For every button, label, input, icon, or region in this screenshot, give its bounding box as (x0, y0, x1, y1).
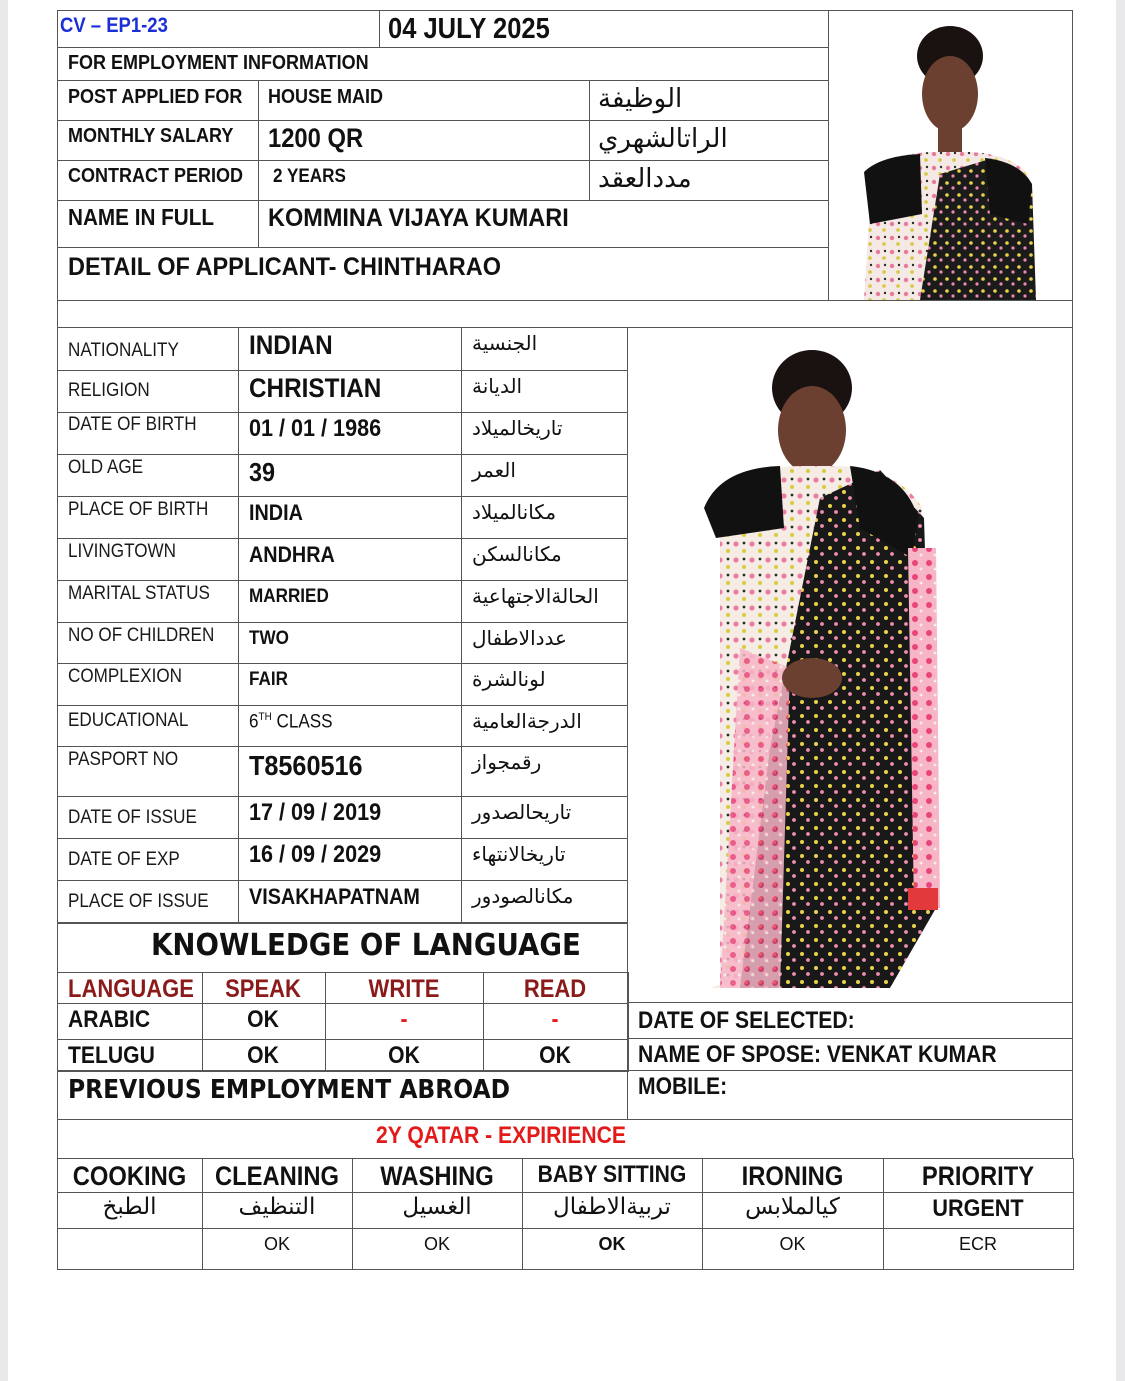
spouse-name: NAME OF SPOSE: VENKAT KUMAR (638, 1041, 997, 1068)
name-label: NAME IN FULL (68, 204, 215, 230)
detail-label: OLD AGE (68, 457, 144, 478)
post-arabic: الوظيفة (598, 84, 683, 114)
detail-label: NO OF CHILDREN (68, 625, 215, 646)
detail-arabic: تاريخالانتهاء (472, 842, 566, 866)
skill-value: OK (779, 1234, 806, 1254)
skill-value: ECR (958, 1234, 997, 1254)
detail-label: EDUCATIONAL (68, 710, 189, 731)
detail-arabic: لونالشرة (472, 667, 546, 691)
detail-label: DATE OF EXP (68, 849, 180, 870)
skill-arabic: URGENT (932, 1195, 1024, 1222)
detail-arabic: مكانالميلاد (472, 500, 557, 524)
detail-value: FAIR (249, 669, 288, 690)
detail-value: 01 / 01 / 1986 (249, 415, 382, 442)
detail-value-sup: TH (258, 711, 272, 723)
language-value: - (551, 1006, 559, 1033)
skill-value: OK (598, 1234, 626, 1254)
detail-arabic: مكانالصودور (472, 884, 574, 908)
detail-value: 16 / 09 / 2029 (249, 841, 382, 868)
skill-arabic: الطبخ (102, 1194, 157, 1220)
language-value: OK (247, 1006, 279, 1033)
detail-arabic: عددالاطفال (472, 626, 567, 650)
skill-header: COOKING (72, 1161, 187, 1191)
detail-value (249, 712, 333, 731)
detail-label: LIVINGTOWN (68, 541, 176, 562)
detail-arabic: تاريخالميلاد (472, 416, 563, 440)
detail-label: DATE OF ISSUE (68, 807, 197, 828)
applicant-photo-large (700, 348, 948, 988)
detail-value: INDIA (249, 500, 303, 525)
detail-arabic: الديانة (472, 374, 523, 398)
skill-arabic: تربيةالاطفال (553, 1194, 671, 1220)
language-title: KNOWLEDGE OF LANGUAGE (151, 928, 581, 963)
previous-employment-title: PREVIOUS EMPLOYMENT ABROAD (68, 1075, 511, 1105)
cv-code: CV – EP1-23 (60, 14, 168, 37)
post-label: POST APPLIED FOR (68, 86, 243, 108)
skill-value: OK (423, 1234, 450, 1254)
salary-value: 1200 QR (268, 123, 364, 153)
detail-value: 39 (249, 457, 276, 487)
skill-header: BABY SITTING (537, 1161, 687, 1188)
detail-arabic: رقمجواز (472, 750, 542, 774)
detail-value: TWO (249, 628, 289, 649)
language-header: SPEAK (225, 975, 301, 1003)
detail-label: PLACE OF BIRTH (68, 499, 209, 520)
skill-header: PRIORITY (921, 1161, 1035, 1191)
post-value: HOUSE MAID (268, 86, 384, 108)
contract-label: CONTRACT PERIOD (68, 165, 244, 187)
language-value: ARABIC (68, 1006, 151, 1033)
language-header: READ (523, 975, 587, 1003)
detail-value: INDIAN (249, 330, 333, 360)
detail-value-prefix: 6 (249, 711, 259, 733)
skill-value: OK (263, 1234, 290, 1254)
detail-value: T8560516 (249, 750, 363, 781)
detail-value: 17 / 09 / 2019 (249, 799, 382, 826)
detail-title: DETAIL OF APPLICANT- CHINTHARAO (68, 253, 502, 281)
portrait-small-image (860, 24, 1040, 300)
detail-label: RELIGION (68, 380, 150, 401)
language-header: LANGUAGE (68, 975, 194, 1003)
detail-value: ANDHRA (249, 542, 335, 567)
document-date: 04 JULY 2025 (388, 13, 550, 45)
skill-arabic: الغسيل (402, 1194, 472, 1220)
language-header: WRITE (368, 975, 440, 1003)
detail-value: MARRIED (249, 586, 329, 607)
detail-arabic: تاريحالصدور (472, 800, 572, 824)
detail-label: PASPORT NO (68, 749, 179, 770)
detail-arabic: العمر (472, 458, 516, 482)
skill-arabic: كيالملابس (745, 1194, 840, 1220)
language-value: - (400, 1006, 408, 1033)
detail-label: NATIONALITY (68, 340, 179, 361)
salary-label: MONTHLY SALARY (68, 125, 234, 147)
skill-header: WASHING (380, 1161, 494, 1191)
date-selected: DATE OF SELECTED: (638, 1007, 855, 1034)
skill-header: IRONING (741, 1161, 844, 1191)
full-name: KOMMINA VIJAYA KUMARI (268, 204, 569, 232)
detail-arabic: الدرجةالعامية (472, 709, 582, 733)
detail-label: MARITAL STATUS (68, 583, 210, 604)
contract-arabic: مددالعقد (598, 164, 692, 194)
experience-text: 2Y QATAR - EXPIRIENCE (376, 1122, 626, 1149)
language-value: OK (388, 1042, 420, 1069)
detail-label: COMPLEXION (68, 666, 183, 687)
detail-arabic: الحالةالاجتهاعية (472, 584, 599, 608)
applicant-photo-small (860, 24, 1040, 300)
detail-arabic: مكانالسكن (472, 542, 562, 566)
language-value: TELUGU (68, 1042, 155, 1069)
portrait-large-image (700, 348, 948, 988)
detail-value-main: CLASS (276, 711, 333, 733)
detail-value: VISAKHAPATNAM (249, 884, 420, 909)
skills-cell (57, 1228, 203, 1270)
contract-value: 2 YEARS (273, 166, 346, 187)
skill-arabic: التنظيف (238, 1194, 316, 1220)
detail-label: DATE OF BIRTH (68, 414, 197, 435)
salary-arabic: الراتالشهري (598, 124, 728, 154)
detail-arabic: الجنسية (472, 331, 538, 355)
mobile: MOBILE: (638, 1073, 728, 1100)
language-value: OK (539, 1042, 571, 1069)
skill-header: CLEANING (214, 1161, 340, 1191)
section-title: FOR EMPLOYMENT INFORMATION (68, 52, 369, 74)
spacer-row (57, 300, 1073, 328)
detail-value: CHRISTIAN (249, 373, 382, 403)
detail-label: PLACE OF ISSUE (68, 891, 209, 912)
language-value: OK (247, 1042, 279, 1069)
